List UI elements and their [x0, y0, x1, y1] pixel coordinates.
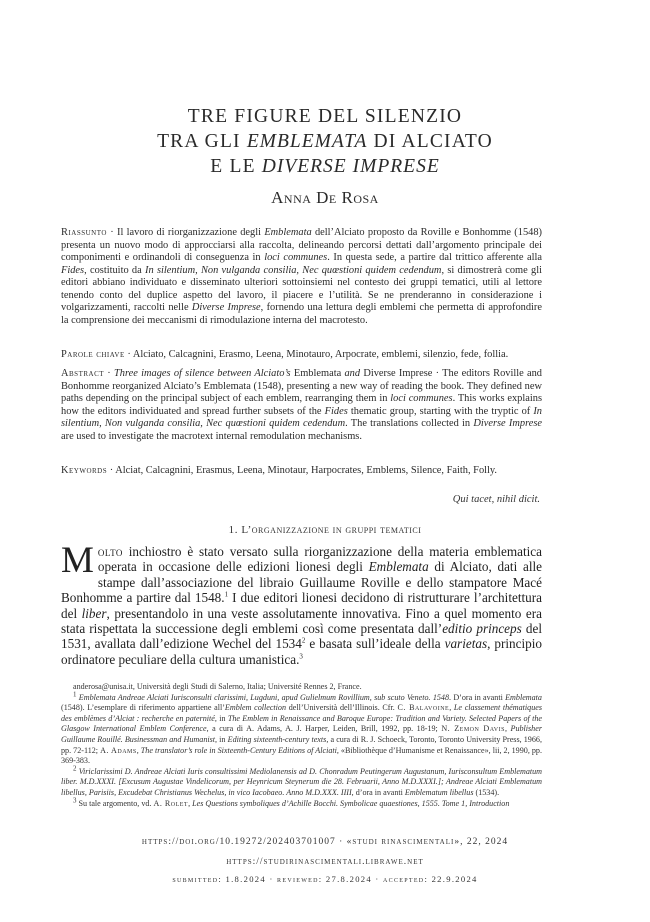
- author-citation: A. Rolet: [153, 798, 189, 808]
- section-heading: [0, 524, 650, 536]
- title-text: E LE: [210, 156, 262, 177]
- riassunto-text: Il lavoro di riorganizzazione degli Emblemata dell’Alciato proposto da Roville e Bonhomme (1548) presenta un nuovo modo di approcciarsi alla raccolta, delineando percorsi dettati dall’argomento principale dei componimenti e ordinandoli di conseguenza in loci communes. In questa sede, a partire dal trittico afferente alla Fides, costituito da In silentium, Non vulganda consilia, Nec quœstioni quidem cedendum, si dimostrerà come gli editori abbiano individuato e disseminato ulteriori sottoinsiemi nel contesto dei gruppi tematici, utili al lettore tenendo conto del duplice aspetto del lavoro, il piacere e l’utilità. Se ne prenderanno in considerazione i volgarizzamenti, raccolti nelle Diverse Imprese, fornendo una lettura degli emblemi che permetta di approfondire la comprensione dei meccanismi di rimodulazione interna del macrotesto.: [61, 227, 543, 326]
- doi-line[interactable]: https://doi.org/10.19272/202403701007 · «studi rinascimentali», 22, 2024: [141, 837, 509, 847]
- italic-text: Le classement thématiques des emblèmes d’Alciat : recherche en paternité: [61, 703, 543, 723]
- italic-text: Three images of silence between Alciato’s: [114, 368, 294, 379]
- italic-text: Diverse Imprese: [191, 302, 261, 313]
- italic-text: loci communes: [390, 393, 453, 404]
- abstract-text: · Three images of silence between Alciato’s Emblemata and Diverse Imprese · The editors Roville and Bonhomme reorganized Alciato’s Emblemata (1548), presenting a new way of reading the book. They defined new paths depending on the principal subject of each emblem, rearranging them in loci communes. This works explains how the editors individuated and spread further subsets of the Fides thematic group, starting with the tryptic of In silentium, Non vulganda consilia, Nec quœstioni quidem cedendum. The translations collected in Diverse Imprese are used to investigate the macrotext internal remodulation mechanisms.: [61, 368, 543, 442]
- keywords-text: · Alciat, Calcagnini, Erasmus, Leena, Minotaur, Harpocrates, Emblems, Silence, Faith, Folly.: [107, 465, 498, 476]
- italic-text: Emblem collection: [224, 703, 287, 713]
- italic-text: Emblemata: [264, 227, 312, 238]
- italic-text: Editing sixteenth-century texts: [227, 734, 327, 744]
- abstract-label: Abstract: [61, 368, 105, 379]
- body-paragraph: [61, 540, 542, 667]
- footnote-number: 1: [73, 689, 77, 698]
- italic-text: Les Questions symboliques d’Achille Bocchi. Symbolicae quaestiones, 1555. Tome 1, Introduction: [192, 798, 510, 808]
- riassunto: [61, 227, 542, 327]
- author-citation: A. Adams: [100, 745, 137, 755]
- title-italic: DIVERSE IMPRESE: [261, 156, 440, 177]
- epigraph: Qui tacet, nihil dicit.: [452, 494, 540, 505]
- italic-text: Viriclarissimi D. Andreae Alciati Iuris consultissimi Mediolanensis ad D. Chonradum Peutingerum Augustanum, Iurisconsultum Emblematum liber. M.D.XXXI. [Excusum Augustae Vindelicorum, per Heynricum Steynerum die 28. Februarii, Anno M.D.XXXI.]; Andreae Alciati Emblematum libellus, Parisiis, Excudebat Christianus Wechelus, in vico Iacobaeo. Anno M.D.XXX. IIII: [61, 766, 543, 797]
- keywords: [61, 465, 542, 478]
- italic-text: Emblematum libellus: [404, 787, 474, 797]
- footnotes: [61, 682, 542, 809]
- parole-chiave-text: · Alciato, Calcagnini, Erasmo, Leena, Minotauro, Arpocrate, emblemi, silenzio, fede, follia.: [124, 349, 509, 360]
- italic-text: In silentium, Non vulganda consilia, Nec quœstioni quidem cedendum: [61, 405, 542, 429]
- affiliation: anderosa@unisa.it, Università degli Studi di Salerno, Italia; Université Rennes 2, France.: [73, 682, 362, 691]
- italic-text: editio princeps: [442, 621, 522, 637]
- riassunto-label: Riassunto: [61, 227, 107, 238]
- italic-text: In silentium, Non vulganda consilia, Nec quœstioni quidem cedendum: [145, 264, 442, 276]
- article-title-line-2: [0, 131, 650, 153]
- footnote-number: 2: [73, 764, 77, 773]
- footnote-1: $^1$ Emblemata Andreae Alciati Iurisconsulti clarissimi, Lugduni, apud Gulielmum Rovillium, sub scuto Veneto. 1548. D’ora in avanti Emblemata (1548). L’esemplare di riferimento appartiene all’Emblem collection dell’Università dell’Illinois. Cfr. C. Balavoine, Le classement thématiques des emblèmes d’Alciat : recherche en paternité, in The Emblem in Renaissance and Baroque Europe: Tradition and Variety. Selected Papers of the Glasgow International Emblem Conference, a cura di A. Adams, A. J. Harper, Leiden, Brill, 1992, pp. 18-19; N. Zemon Davis, Publisher Guillaume Rouillé. Businessman and Humanist, in Editing sixteenth-century texts, a cura di R. J. Schoeck, Toronto, Toronto University Press, 1966, pp. 72-112; A. Adams, The translator’s role in Sixteenth-Century Editions of Alciati, «Bibliothèque d’Humanisme et Renaissance», lii, 2, 1990, pp. 369-383.: [61, 689, 543, 766]
- riassunto-sep: ·: [106, 227, 117, 238]
- article-title-line-1: TRE FIGURE DEL SILENZIO: [187, 106, 463, 127]
- italic-text: loci communes: [264, 252, 328, 263]
- footnote-3: $^3$ Su tale argomento, vd. A. Rolet, Les Questions symboliques d’Achille Bocchi. Symbolicae quaestiones, 1555. Tome 1, Introduction: [73, 795, 510, 808]
- title-text: TRA GLI: [157, 131, 247, 152]
- parole-chiave-label: Parole chiave: [61, 349, 125, 360]
- footnote-list: [61, 689, 543, 810]
- italic-text: The translator’s role in Sixteenth-Century Editions of Alciati: [140, 745, 337, 755]
- footnote-number: 3: [73, 795, 77, 804]
- author-name: Anna De Rosa: [271, 188, 379, 207]
- footnote-ref[interactable]: 2: [301, 637, 306, 646]
- submission-dates: submitted: 1.8.2024 · reviewed: 27.8.2024 · accepted: 22.9.2024: [172, 874, 478, 884]
- italic-text: varietas: [444, 636, 488, 652]
- journal-url[interactable]: https://studirinascimentali.librawe.net: [226, 857, 424, 867]
- keywords-label: Keywords: [61, 465, 108, 476]
- drop-cap: M: [61, 540, 94, 581]
- italic-text: Emblemata Andreae Alciati Iurisconsulti clarissimi, Lugduni, apud Gulielmum Rovillium, sub scuto Veneto. 1548: [78, 692, 450, 702]
- section-number: 1.: [228, 524, 239, 536]
- parole-chiave: [61, 349, 542, 362]
- italic-text: liber: [81, 605, 107, 621]
- italic-text: Emblemata: [368, 559, 429, 575]
- title-italic: EMBLEMATA: [246, 131, 368, 152]
- footnote-2: $^2$ Viriclarissimi D. Andreae Alciati Iuris consultissimi Mediolanensis ad D. Chonradum Peutingerum Augustanum, Iurisconsultum Emblematum liber. M.D.XXXI. [Excusum Augustae Vindelicorum, per Heynricum Steynerum die 28. Februarii, Anno M.D.XXXI.]; Andreae Alciati Emblematum libellus, Parisiis, Excudebat Christianus Wechelus, in vico Iacobaeo. Anno M.D.XXX. IIII, d’ora in avanti Emblematum libellus (1534).: [61, 764, 543, 797]
- footnote-ref[interactable]: 3: [299, 652, 303, 661]
- abstract: [61, 368, 542, 443]
- italic-text: and: [341, 368, 364, 379]
- author-citation: C. Balavoine: [397, 703, 450, 713]
- body-text: inchiostro è stato versato sulla riorganizzazione della materia emblematica operata in occasione delle edizioni lionesi degli Emblemata di Alciato, dati alle stampe dall’associazione del libraio Guillaume Roville e dello stampatore Macé Bonhomme a partire dal 1548.$^1$ I due editori lionesi decidono di ristrutturare l’architettura del liber, presentandolo in una veste assolutamente innovativa. Fino a quel momento era stata rispettata la successione degli emblemi così come presentata dall’editio princeps del 1531, avallata dall’edizione Wechel del 1534$^2$ e basata sull’ideale della varietas, principio ordinatore peculiare della cultura umanistica.$^3$: [61, 544, 542, 667]
- italic-text: Fides: [61, 264, 85, 276]
- italic-text: The Emblem in Renaissance and Baroque Europe: Tradition and Variety. Selected Papers of the Glasgow International Emblem Conference: [61, 713, 542, 734]
- title-text: DI ALCIATO: [367, 131, 493, 152]
- article-title-line-3: [0, 156, 650, 178]
- section-title: L’organizzazione in gruppi tematici: [241, 524, 422, 536]
- body-smallcaps: olto: [97, 544, 123, 559]
- italic-text: Publisher Guillaume Rouillé. Businessman and Humanist: [61, 724, 542, 744]
- footnote-ref[interactable]: 1: [224, 590, 229, 599]
- italic-text: Fides: [324, 405, 348, 417]
- author-citation: N. Zemon Davis: [441, 724, 505, 734]
- italic-text: Emblemata: [505, 692, 542, 702]
- italic-text: Diverse Imprese: [473, 418, 542, 429]
